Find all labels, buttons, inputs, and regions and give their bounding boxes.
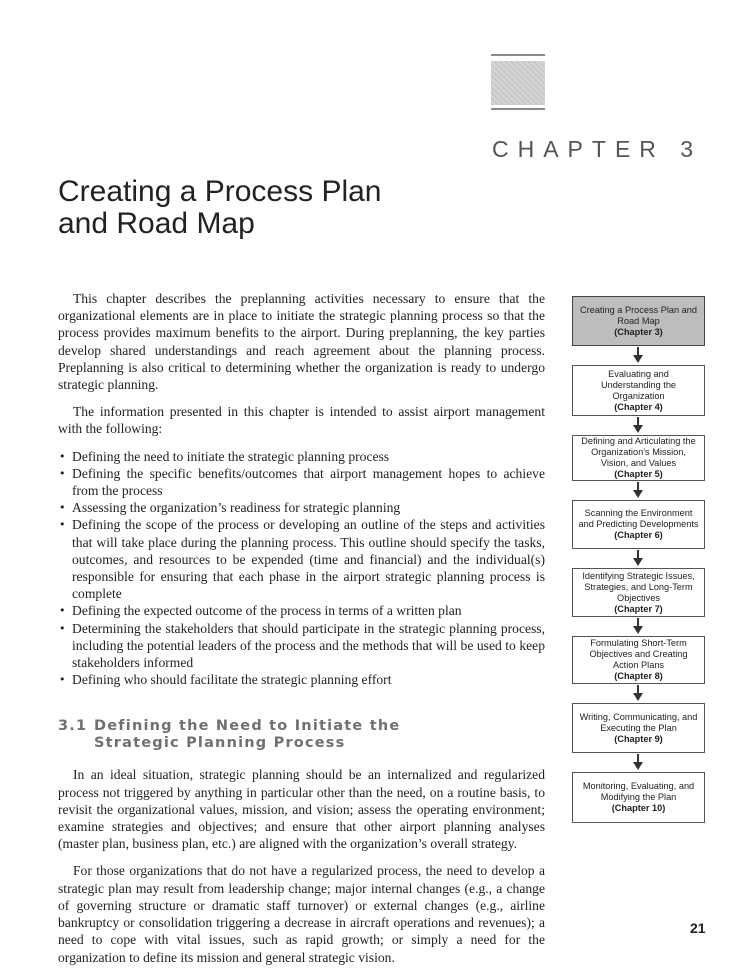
- chapter-label: CHAPTER 3: [492, 136, 703, 162]
- flow-step-label: Monitoring, Evaluating, and Modifying the Plan: [582, 781, 695, 802]
- list-item-text: Defining the scope of the process or developing an outline of the steps and activities that will take place during the planning process. This outline should specify the tasks, outcomes, and resources to be expended (time and financial) and the individual(s) responsible for ensuring that each phase in the airport strategic planning process is complete: [72, 517, 545, 602]
- intro-paragraph: This chapter describes the preplanning activities necessary to ensure that the organizational elements are in place to initiate the strategic planning process so that the process provides maximum benefits to the airport. During preplanning, the key parties develop shared understandings and reach agreement about the planning process. Preplanning is also critical to determining whether the organization is ready to undergo strategic planning.: [58, 291, 545, 393]
- bullet-icon: •: [59, 621, 66, 635]
- list-item-text: Defining the need to initiate the strategic planning process: [72, 448, 390, 464]
- chapter-tab-top-rule: [491, 54, 545, 56]
- flow-step-label: Evaluating and Understanding the Organization: [600, 368, 677, 401]
- flow-step-chapter: (Chapter 6): [614, 530, 663, 540]
- down-arrow-icon: [572, 481, 705, 500]
- flow-step-label: Formulating Short-Term Objectives and Creating Action Plans: [589, 638, 688, 670]
- section-paragraph-1: In an ideal situation, strategic planning should be an internalized and regularized process not triggered by anything in particular other than the need, on a routine basis, to revisit the organizational values, mission, and vision; assess the operating environment; examine strategies and objectives; and ensure that other airport planning analyses (master plan, business plan, etc.) are aligned with the organization’s overall strategy.: [58, 767, 545, 852]
- list-item: [58, 516, 545, 602]
- section-title-line-1: Defining the Need to Initiate the: [94, 718, 401, 735]
- list-item: [58, 499, 545, 516]
- list-item: [58, 671, 545, 688]
- body-column: [58, 290, 545, 976]
- flow-step-chapter: (Chapter 8): [614, 671, 663, 681]
- flow-step-label: Scanning the Environment and Predicting Developments: [578, 508, 699, 529]
- process-flowchart: [572, 296, 705, 823]
- flow-step-label: Defining and Articulating the Organization’s Mission, Vision, and Values: [581, 436, 696, 468]
- chapter-title: [58, 176, 498, 240]
- flow-step-chapter-6: [572, 500, 705, 549]
- flow-step-chapter: (Chapter 3): [614, 326, 663, 337]
- bullet-icon: •: [59, 466, 66, 480]
- flow-step-chapter-9: [572, 703, 705, 753]
- flow-step-chapter: (Chapter 9): [614, 733, 663, 744]
- flow-step-chapter-7: [572, 568, 705, 617]
- flow-step-label: Identifying Strategic Issues, Strategies, and Long-Term Objectives: [582, 570, 695, 603]
- flow-step-chapter-5: [572, 435, 705, 481]
- chapter-title-line-2: and Road Map: [58, 207, 255, 240]
- list-item: [58, 465, 545, 499]
- list-item: [58, 448, 545, 465]
- flow-step-chapter-4: [572, 365, 705, 416]
- objectives-intro-paragraph: The information presented in this chapter is intended to assist airport management with the following:: [58, 404, 545, 437]
- down-arrow-icon: [572, 753, 705, 772]
- flow-step-chapter-10: [572, 772, 705, 823]
- chapter-tab-graphic: [491, 54, 545, 110]
- down-arrow-icon: [572, 617, 705, 636]
- bullet-icon: •: [59, 604, 66, 618]
- flow-step-chapter: (Chapter 5): [614, 469, 663, 479]
- chapter-tab-bottom-rule: [491, 108, 545, 110]
- objectives-list: [58, 448, 545, 689]
- down-arrow-icon: [572, 549, 705, 568]
- bullet-icon: •: [59, 449, 66, 463]
- down-arrow-icon: [572, 684, 705, 703]
- bullet-icon: •: [59, 518, 66, 532]
- section-number: 3.1: [58, 718, 88, 735]
- list-item-text: Assessing the organization’s readiness for strategic planning: [72, 500, 401, 516]
- flow-step-chapter: (Chapter 10): [611, 803, 666, 813]
- flow-step-chapter: (Chapter 7): [614, 603, 663, 614]
- chapter-tab-block: [491, 61, 545, 105]
- list-item-text: Determining the stakeholders that should participate in the strategic planning process, including the potential leaders of the process and the methods that will be used to keep stakeholders informed: [72, 620, 545, 671]
- list-item: [58, 620, 545, 672]
- bullet-icon: •: [59, 673, 66, 687]
- down-arrow-icon: [572, 416, 705, 435]
- flow-step-chapter: (Chapter 4): [614, 401, 663, 412]
- flow-step-label: Writing, Communicating, and Executing the Plan: [579, 711, 698, 733]
- flow-step-chapter-8: [572, 636, 705, 684]
- page-number: 21: [690, 920, 706, 936]
- list-item-text: Defining the expected outcome of the process in terms of a written plan: [72, 603, 462, 619]
- section-paragraph-2: For those organizations that do not have a regularized process, the need to develop a strategic plan may result from leadership change; major internal changes (e.g., a change of governing structure or dramatic staff turnover) or external changes (e.g., airline bankruptcy or consolidation triggering a decrease in aircraft operations and revenues); a need to cope with vital issues, such as rapid growth; or simply a need for the organization to define its mission and general strategic vision.: [58, 863, 545, 965]
- down-arrow-icon: [572, 346, 705, 365]
- bullet-icon: •: [59, 501, 66, 515]
- section-heading: [58, 718, 545, 752]
- list-item-text: Defining the specific benefits/outcomes that airport management hopes to achieve from the process: [72, 465, 545, 499]
- section-title-line-2: Strategic Planning Process: [94, 735, 346, 752]
- list-item-text: Defining who should facilitate the strategic planning effort: [72, 672, 392, 688]
- list-item: [58, 602, 545, 619]
- flow-step-label: Creating a Process Plan and Road Map: [580, 304, 697, 326]
- flow-step-chapter-3: [572, 296, 705, 346]
- chapter-title-line-1: Creating a Process Plan: [58, 175, 382, 208]
